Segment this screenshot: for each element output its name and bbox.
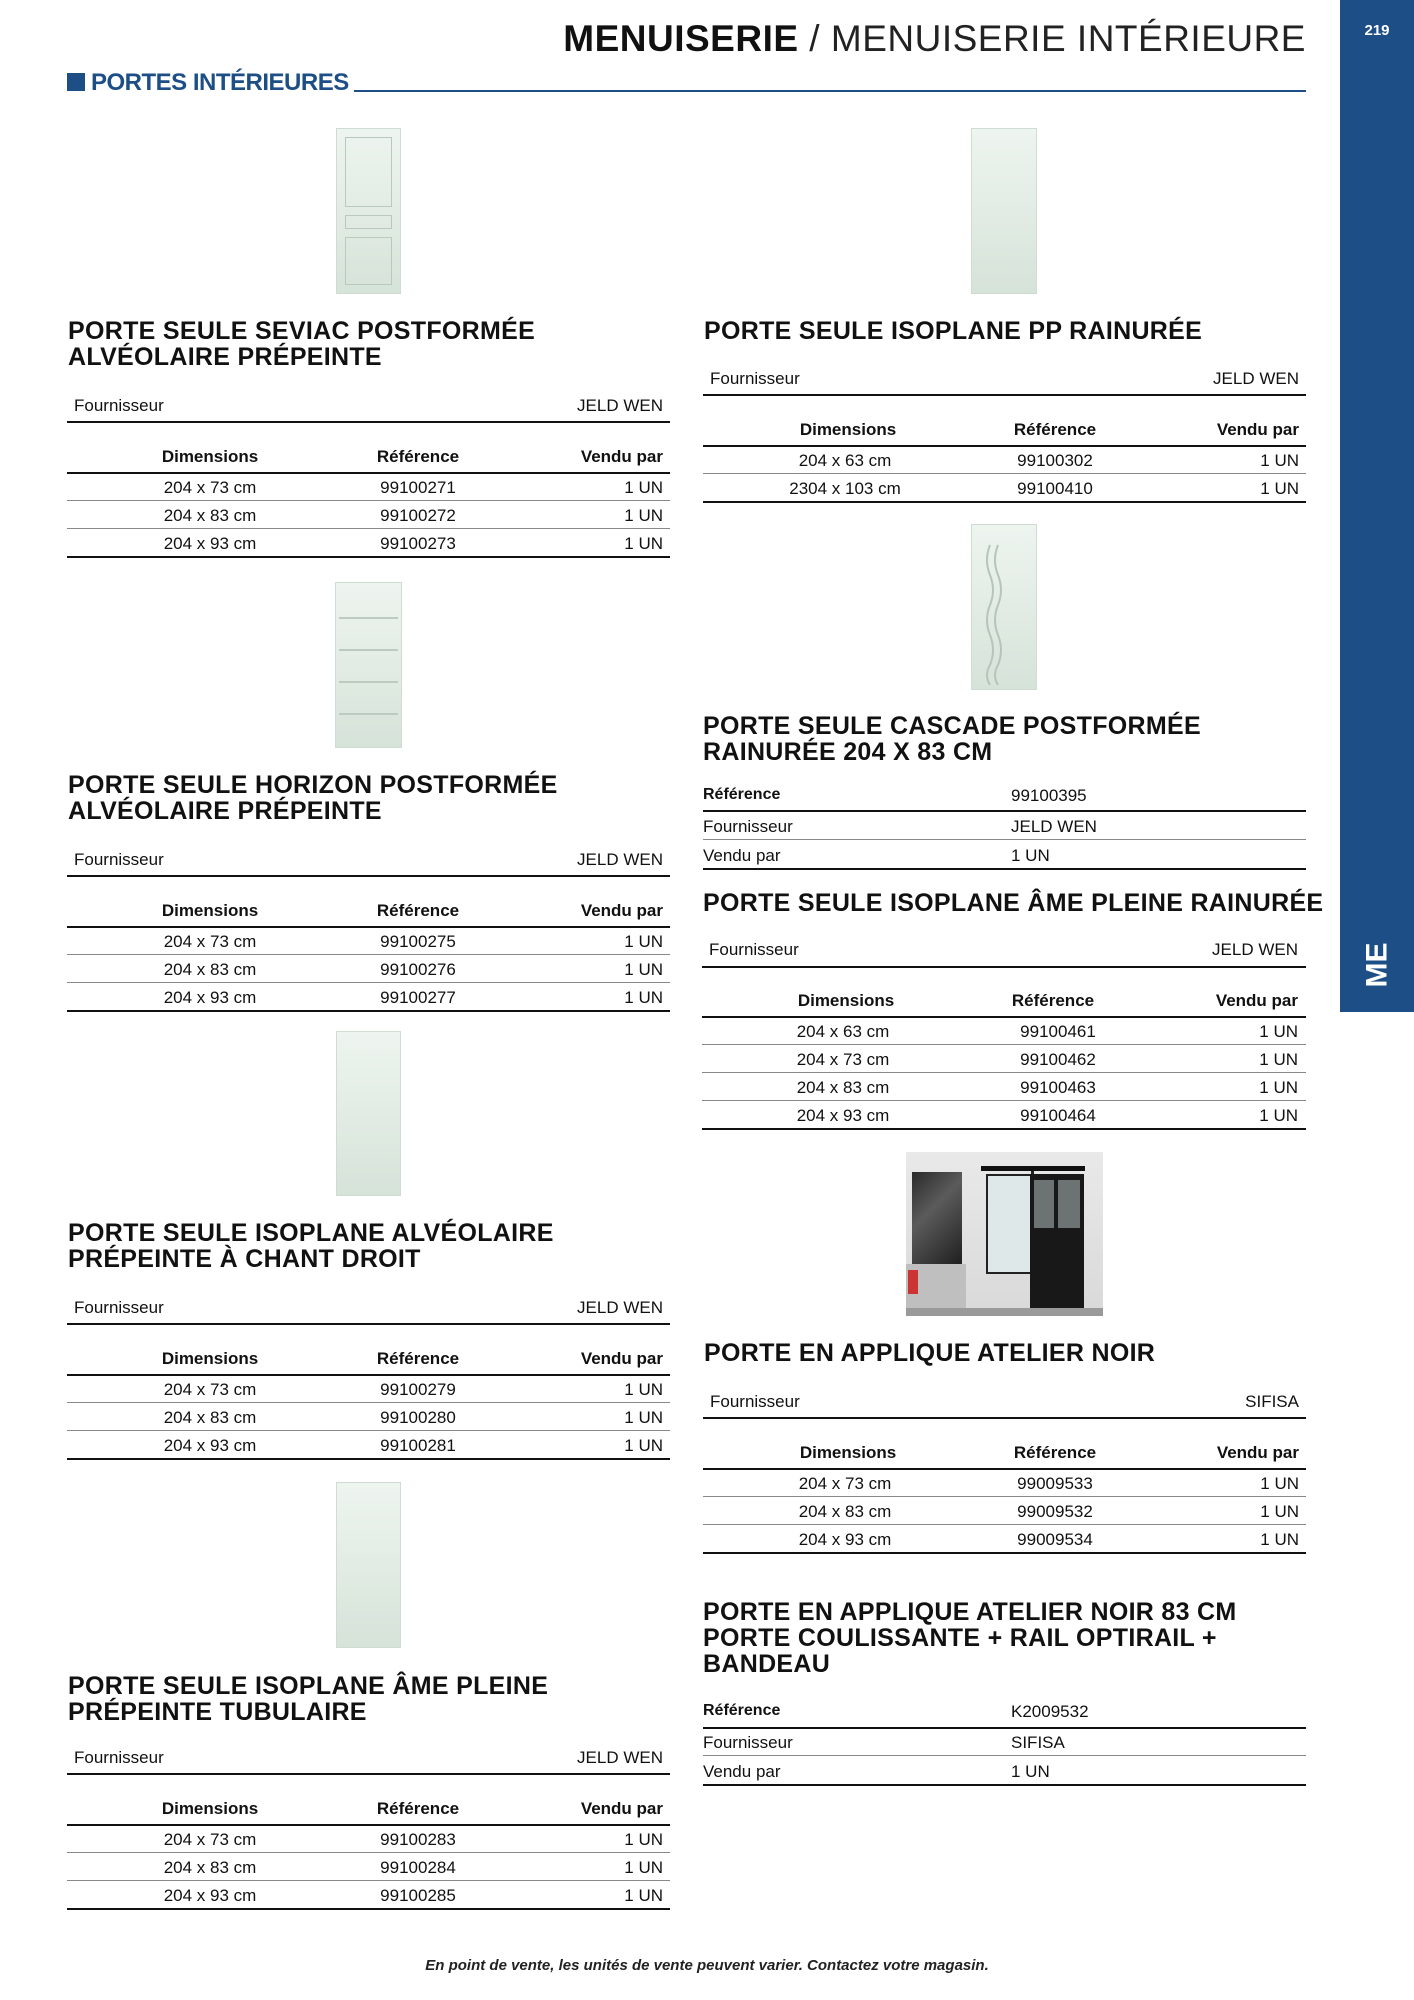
supplier-label: Fournisseur: [74, 850, 164, 869]
door-image-seviac: [336, 128, 401, 294]
cell-dim: 204 x 83 cm: [163, 1858, 257, 1877]
row-divider: [67, 982, 670, 983]
cell-unit: 1 UN: [624, 534, 663, 553]
product-photo-atelier: [906, 1152, 1103, 1316]
col-dimensions: Dimensions: [161, 901, 259, 920]
cell-unit: 1 UN: [1260, 1474, 1299, 1493]
product-title-seviac: PORTE SEULE SEVIAC POSTFORMÉE ALVÉOLAIRE PRÉPEINTE: [68, 317, 536, 371]
side-code: ME: [1360, 942, 1393, 988]
col-sold-by: Vendu par: [580, 447, 663, 466]
cell-ref: 99100462: [1020, 1050, 1096, 1069]
rule: [67, 1458, 670, 1460]
product-title-isoplane-alveolaire: PORTE SEULE ISOPLANE ALVÉOLAIRE PRÉPEINTE À CHANT DROIT: [68, 1219, 554, 1273]
cell-ref: 99100272: [380, 506, 456, 525]
rule: [67, 1323, 670, 1325]
cell-dim: 2304 x 103 cm: [789, 479, 901, 498]
supplier-value: JELD WEN: [577, 1298, 663, 1317]
cell-ref: 99100284: [380, 1858, 456, 1877]
rule: [702, 1128, 1306, 1130]
supplier-label: Fournisseur: [74, 1298, 164, 1317]
cell-unit: 1 UN: [1259, 1106, 1298, 1125]
cell-unit: 1 UN: [1259, 1078, 1298, 1097]
cell-unit: 1 UN: [624, 1886, 663, 1905]
supplier-value: SIFISA: [1245, 1392, 1299, 1411]
rule: [703, 394, 1306, 396]
cell-unit: 1 UN: [1260, 479, 1299, 498]
product-title-horizon: PORTE SEULE HORIZON POSTFORMÉE ALVÉOLAIRE PRÉPEINTE: [68, 771, 558, 825]
rule: [67, 875, 670, 877]
supplier-label: Fournisseur: [74, 1748, 164, 1767]
section-rule: [354, 90, 1306, 92]
row-divider: [67, 1402, 670, 1403]
cell-unit: 1 UN: [624, 1408, 663, 1427]
cell-dim: 204 x 93 cm: [163, 988, 257, 1007]
col-sold-by: Vendu par: [1216, 1443, 1299, 1462]
cell-dim: 204 x 93 cm: [796, 1106, 890, 1125]
rule: [703, 1784, 1306, 1786]
row-divider: [703, 1496, 1306, 1497]
cell-unit: 1 UN: [624, 932, 663, 951]
col-reference: Référence: [376, 1349, 460, 1368]
cell-dim: 204 x 73 cm: [796, 1050, 890, 1069]
row-divider: [703, 473, 1306, 474]
row-divider: [702, 1072, 1306, 1073]
door-image-isoplane-pp: [971, 128, 1037, 294]
cell-ref: 99100461: [1020, 1022, 1096, 1041]
cell-unit: 1 UN: [1260, 1502, 1299, 1521]
door-image-isoplane-alveolaire: [336, 1031, 401, 1196]
row-divider: [67, 528, 670, 529]
sold-by-label: Vendu par: [703, 846, 781, 865]
product-title-atelier: PORTE EN APPLIQUE ATELIER NOIR: [704, 1339, 1156, 1367]
cell-ref: 99100464: [1020, 1106, 1096, 1125]
product-title-isoplane-rainuree: PORTE SEULE ISOPLANE ÂME PLEINE RAINURÉE: [703, 889, 1324, 917]
cell-ref: 99100275: [380, 932, 456, 951]
cell-unit: 1 UN: [1259, 1022, 1298, 1041]
reference-value: K2009532: [1011, 1702, 1089, 1721]
rule: [702, 966, 1306, 968]
header-separator: /: [798, 18, 831, 59]
cell-dim: 204 x 63 cm: [798, 451, 892, 470]
cell-unit: 1 UN: [1259, 1050, 1298, 1069]
cell-dim: 204 x 93 cm: [163, 1436, 257, 1455]
col-dimensions: Dimensions: [799, 420, 897, 439]
cell-unit: 1 UN: [1260, 451, 1299, 470]
cell-dim: 204 x 73 cm: [163, 932, 257, 951]
rule: [702, 1016, 1306, 1018]
row-divider: [703, 1524, 1306, 1525]
supplier-label: Fournisseur: [709, 940, 799, 959]
row-divider: [703, 1755, 1306, 1756]
col-reference: Référence: [376, 447, 460, 466]
cell-unit: 1 UN: [624, 478, 663, 497]
rule: [67, 1824, 670, 1826]
supplier-value: JELD WEN: [1213, 369, 1299, 388]
cell-ref: 99100280: [380, 1408, 456, 1427]
cell-unit: 1 UN: [624, 1858, 663, 1877]
cell-dim: 204 x 83 cm: [796, 1078, 890, 1097]
product-title-isoplane-tubulaire: PORTE SEULE ISOPLANE ÂME PLEINE PRÉPEINTE TUBULAIRE: [68, 1672, 549, 1726]
supplier-value: SIFISA: [1011, 1733, 1065, 1752]
rule: [703, 1552, 1306, 1554]
reference-label: Référence: [703, 1702, 781, 1719]
cell-unit: 1 UN: [624, 988, 663, 1007]
supplier-value: JELD WEN: [1212, 940, 1298, 959]
col-sold-by: Vendu par: [580, 1799, 663, 1818]
cell-ref: 99100463: [1020, 1078, 1096, 1097]
col-reference: Référence: [1011, 991, 1095, 1010]
rule: [703, 501, 1306, 503]
rule: [67, 556, 670, 558]
cell-ref: 99009534: [1017, 1530, 1093, 1549]
header-category: MENUISERIE: [563, 18, 799, 59]
rule: [703, 868, 1306, 870]
col-reference: Référence: [1013, 420, 1097, 439]
rule: [703, 1417, 1306, 1419]
cell-unit: 1 UN: [624, 960, 663, 979]
cell-dim: 204 x 93 cm: [798, 1530, 892, 1549]
cell-dim: 204 x 93 cm: [163, 1886, 257, 1905]
cell-ref: 99100271: [380, 478, 456, 497]
supplier-label: Fournisseur: [710, 369, 800, 388]
col-reference: Référence: [376, 901, 460, 920]
supplier-value: JELD WEN: [1011, 817, 1097, 836]
cell-ref: 99100410: [1017, 479, 1093, 498]
col-sold-by: Vendu par: [1215, 991, 1298, 1010]
side-tab: [1340, 0, 1414, 1012]
rule: [703, 1468, 1306, 1470]
cell-ref: 99100276: [380, 960, 456, 979]
cell-ref: 99009533: [1017, 1474, 1093, 1493]
reference-value: 99100395: [1011, 786, 1087, 805]
supplier-value: JELD WEN: [577, 396, 663, 415]
row-divider: [67, 1852, 670, 1853]
cell-dim: 204 x 73 cm: [163, 478, 257, 497]
rule: [67, 1010, 670, 1012]
col-dimensions: Dimensions: [161, 1799, 259, 1818]
row-divider: [702, 1100, 1306, 1101]
col-sold-by: Vendu par: [1216, 420, 1299, 439]
cell-unit: 1 UN: [1260, 1530, 1299, 1549]
cell-dim: 204 x 83 cm: [163, 960, 257, 979]
supplier-label: Fournisseur: [703, 1733, 793, 1752]
cell-dim: 204 x 73 cm: [163, 1830, 257, 1849]
rule: [67, 1374, 670, 1376]
page-number: 219: [1364, 22, 1390, 39]
col-reference: Référence: [376, 1799, 460, 1818]
cell-ref: 99100285: [380, 1886, 456, 1905]
rule: [67, 1908, 670, 1910]
row-divider: [67, 1880, 670, 1881]
footer-note: En point de vente, les unités de vente peuvent varier. Contactez votre magasin.: [425, 1957, 989, 1974]
rule: [703, 810, 1306, 812]
row-divider: [67, 500, 670, 501]
product-title-atelier-83: PORTE EN APPLIQUE ATELIER NOIR 83 CM PORTE COULISSANTE + RAIL OPTIRAIL + BANDEAU: [703, 1598, 1237, 1678]
rule: [67, 1773, 670, 1775]
product-title-cascade: PORTE SEULE CASCADE POSTFORMÉE RAINURÉE 204 X 83 CM: [703, 712, 1201, 766]
cell-unit: 1 UN: [624, 1436, 663, 1455]
col-dimensions: Dimensions: [161, 447, 259, 466]
door-image-cascade: [971, 524, 1037, 690]
cell-ref: 99100283: [380, 1830, 456, 1849]
cell-dim: 204 x 93 cm: [163, 534, 257, 553]
door-image-isoplane-tubulaire: [336, 1482, 401, 1648]
cell-unit: 1 UN: [624, 1380, 663, 1399]
rule: [67, 472, 670, 474]
product-title-isoplane-pp: PORTE SEULE ISOPLANE PP RAINURÉE: [704, 317, 1203, 345]
rule: [67, 926, 670, 928]
header-subcategory: MENUISERIE INTÉRIEURE: [830, 18, 1306, 59]
col-sold-by: Vendu par: [580, 1349, 663, 1368]
supplier-label: Fournisseur: [74, 396, 164, 415]
cell-ref: 99009532: [1017, 1502, 1093, 1521]
door-image-horizon: [335, 582, 402, 748]
cell-unit: 1 UN: [624, 1830, 663, 1849]
cell-ref: 99100277: [380, 988, 456, 1007]
cell-dim: 204 x 83 cm: [798, 1502, 892, 1521]
supplier-label: Fournisseur: [710, 1392, 800, 1411]
cell-dim: 204 x 83 cm: [163, 1408, 257, 1427]
col-reference: Référence: [1013, 1443, 1097, 1462]
row-divider: [702, 1044, 1306, 1045]
row-divider: [703, 839, 1306, 840]
col-dimensions: Dimensions: [797, 991, 895, 1010]
cell-ref: 99100273: [380, 534, 456, 553]
rule: [703, 1727, 1306, 1729]
cell-unit: 1 UN: [624, 506, 663, 525]
col-sold-by: Vendu par: [580, 901, 663, 920]
sold-by-label: Vendu par: [703, 1762, 781, 1781]
col-dimensions: Dimensions: [161, 1349, 259, 1368]
cell-ref: 99100279: [380, 1380, 456, 1399]
rule: [67, 421, 670, 423]
cell-dim: 204 x 73 cm: [798, 1474, 892, 1493]
supplier-value: JELD WEN: [577, 1748, 663, 1767]
cell-dim: 204 x 63 cm: [796, 1022, 890, 1041]
reference-label: Référence: [703, 786, 781, 803]
section-title: PORTES INTÉRIEURES: [91, 69, 349, 96]
section-marker-icon: [67, 73, 85, 91]
row-divider: [67, 954, 670, 955]
cell-dim: 204 x 83 cm: [163, 506, 257, 525]
col-dimensions: Dimensions: [799, 1443, 897, 1462]
row-divider: [67, 1430, 670, 1431]
supplier-value: JELD WEN: [577, 850, 663, 869]
supplier-label: Fournisseur: [703, 817, 793, 836]
cell-ref: 99100302: [1017, 451, 1093, 470]
cell-dim: 204 x 73 cm: [163, 1380, 257, 1399]
page-header: [563, 18, 1306, 60]
rule: [703, 445, 1306, 447]
cell-ref: 99100281: [380, 1436, 456, 1455]
sold-by-value: 1 UN: [1011, 846, 1050, 865]
sold-by-value: 1 UN: [1011, 1762, 1050, 1781]
